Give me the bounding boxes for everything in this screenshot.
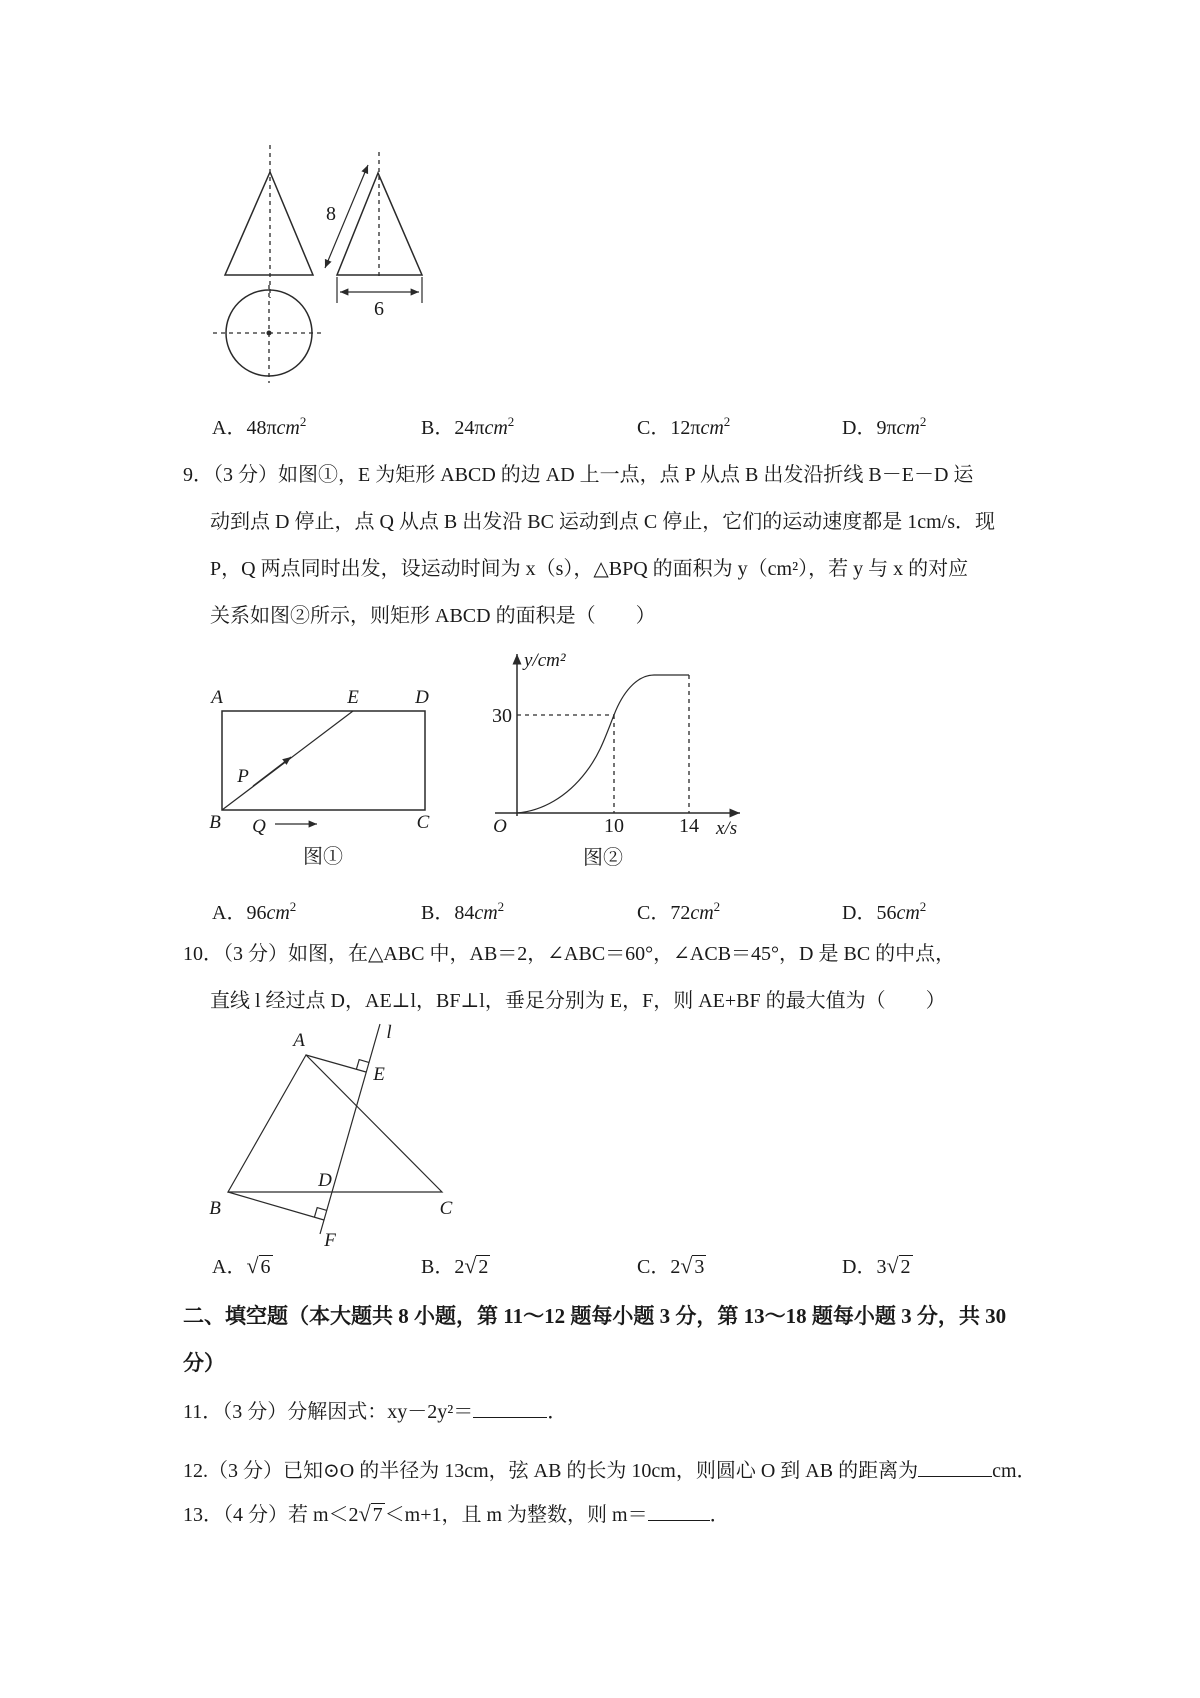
q9-option-d [842, 896, 926, 925]
q8-option-d [842, 411, 926, 440]
option-exponent: 2 [299, 414, 307, 429]
cone-side-view [325, 152, 422, 320]
option-text: C．12π [637, 417, 701, 439]
figure-cone-views [185, 125, 455, 390]
option-unit: cm [266, 902, 290, 924]
y-axis-label: y/cm² [524, 650, 566, 671]
option-unit: cm [700, 417, 724, 439]
label-B: B [209, 812, 221, 833]
label-F: F [324, 1230, 336, 1251]
option-text: B．84 [421, 902, 475, 924]
cone-front-view [225, 145, 313, 298]
label-C: C [439, 1198, 453, 1219]
label-E: E [347, 687, 359, 708]
option-radicand: 3 [694, 1256, 705, 1278]
q12-text [183, 1457, 1037, 1484]
x-tick-10: 10 [604, 815, 624, 837]
q11-before-blank: 11．（3 分）分解因式：xy－2y²＝ [183, 1401, 474, 1423]
q13-answer-blank [648, 1501, 710, 1521]
figure2-caption: 图② [583, 847, 623, 869]
option-text: A．96 [212, 902, 267, 924]
option-radicand: 6 [260, 1256, 271, 1278]
cone-top-view [213, 285, 325, 383]
q13-radicand: 7 [372, 1504, 383, 1526]
option-unit: cm [896, 902, 920, 924]
option-text: D．9π [842, 417, 897, 439]
q8-option-a [212, 411, 306, 440]
q10-option-a [212, 1250, 273, 1279]
q10-option-d [842, 1250, 913, 1279]
q13-before-radical: 13．（4 分）若 m＜2 [183, 1504, 359, 1526]
q12-answer-blank [918, 1457, 992, 1477]
q12-before-blank: 12.（3 分）已知⊙O 的半径为 13cm，弦 AB 的长为 10cm，则圆心 O 到 AB 的距离为 [183, 1460, 919, 1482]
label-l: l [386, 1022, 392, 1043]
option-exponent: 2 [507, 414, 515, 429]
option-unit: cm [484, 417, 508, 439]
option-exponent: 2 [919, 899, 927, 914]
q13-after-blank: ． [709, 1504, 730, 1526]
label-D: D [318, 1170, 332, 1191]
label-E: E [373, 1064, 385, 1085]
q10-line-1: 10．（3 分）如图，在△ABC 中，AB＝2，∠ABC＝60°，∠ACB＝45°，D 是 BC 的中点， [183, 943, 956, 965]
section-2-header-line-2: 分） [183, 1351, 225, 1375]
q8-option-c [637, 411, 730, 440]
sqrt-symbol: √ [464, 1253, 477, 1278]
q10-line-2: 直线 l 经过点 D，AE⊥l，BF⊥l，垂足分别为 E，F，则 AE+BF 的最大值为（ ） [210, 990, 946, 1012]
sqrt-symbol: √ [680, 1253, 693, 1278]
q9-line-2: 动到点 D 停止，点 Q 从点 B 出发沿 BC 运动到点 C 停止，它们的运动速度都是 1cm/s．现 [210, 511, 996, 533]
x-axis-label: x/s [716, 818, 738, 839]
figure-rectangle-diagram [195, 685, 445, 880]
q8-option-b [421, 411, 514, 440]
x-tick-14: 14 [679, 815, 699, 837]
sqrt-symbol: √ [246, 1253, 259, 1278]
q9-line-3: P，Q 两点同时出发，设运动时间为 x（s），△BPQ 的面积为 y（cm²），若 y 与 x 的对应 [210, 558, 969, 580]
label-Q: Q [252, 816, 266, 837]
option-key: D． [842, 1256, 877, 1278]
figure-area-time-graph [470, 640, 760, 880]
figure1-caption: 图① [303, 846, 343, 868]
label-A: A [293, 1030, 305, 1051]
label-D: D [415, 687, 429, 708]
q13-text [183, 1500, 730, 1529]
y-tick-30: 30 [492, 705, 512, 727]
option-exponent: 2 [723, 414, 731, 429]
option-coefficient: 2 [454, 1256, 465, 1278]
base-length-label: 6 [374, 298, 384, 320]
q9-option-a [212, 896, 296, 925]
option-text: B．24π [421, 417, 485, 439]
option-exponent: 2 [497, 899, 505, 914]
option-unit: cm [276, 417, 300, 439]
section-2-header-line-1: 二、填空题（本大题共 8 小题，第 11～12 题每小题 3 分，第 13～18 题每小题 3 分，共 30 [183, 1304, 1007, 1328]
label-B: B [209, 1198, 221, 1219]
origin-label: O [493, 816, 507, 837]
label-C: C [416, 812, 430, 833]
q9-option-b [421, 896, 504, 925]
option-key: A． [212, 1256, 247, 1278]
q9-option-c [637, 896, 720, 925]
label-P: P [237, 766, 249, 787]
q11-text [183, 1398, 567, 1425]
q9-line-4: 关系如图②所示，则矩形 ABCD 的面积是（ ） [210, 605, 656, 627]
option-text: C．72 [637, 902, 691, 924]
option-exponent: 2 [919, 414, 927, 429]
option-radicand: 2 [478, 1256, 489, 1278]
sqrt-symbol: √ [358, 1501, 371, 1526]
label-A: A [211, 687, 223, 708]
option-unit: cm [690, 902, 714, 924]
option-exponent: 2 [713, 899, 721, 914]
sqrt-symbol: √ [886, 1253, 899, 1278]
option-coefficient: 3 [876, 1256, 887, 1278]
option-exponent: 2 [289, 899, 297, 914]
option-key: C． [637, 1256, 671, 1278]
option-coefficient: 2 [670, 1256, 681, 1278]
q10-option-b [421, 1250, 490, 1279]
slant-length-label: 8 [326, 203, 336, 225]
option-unit: cm [896, 417, 920, 439]
q13-middle-text: ＜m+1，且 m 为整数，则 m＝ [384, 1504, 648, 1526]
option-text: A．48π [212, 417, 277, 439]
option-text: D．56 [842, 902, 897, 924]
option-key: B． [421, 1256, 455, 1278]
figure-triangle-diagram [195, 1018, 465, 1253]
q11-answer-blank [473, 1398, 547, 1418]
q12-after-blank: cm． [992, 1460, 1037, 1482]
option-unit: cm [474, 902, 498, 924]
q10-option-c [637, 1250, 706, 1279]
q9-line-1: 9．（3 分）如图①，E 为矩形 ABCD 的边 AD 上一点，点 P 从点 B 出发沿折线 B－E－D 运 [183, 464, 974, 486]
q11-after-blank: ． [547, 1401, 568, 1423]
option-radicand: 2 [900, 1256, 911, 1278]
